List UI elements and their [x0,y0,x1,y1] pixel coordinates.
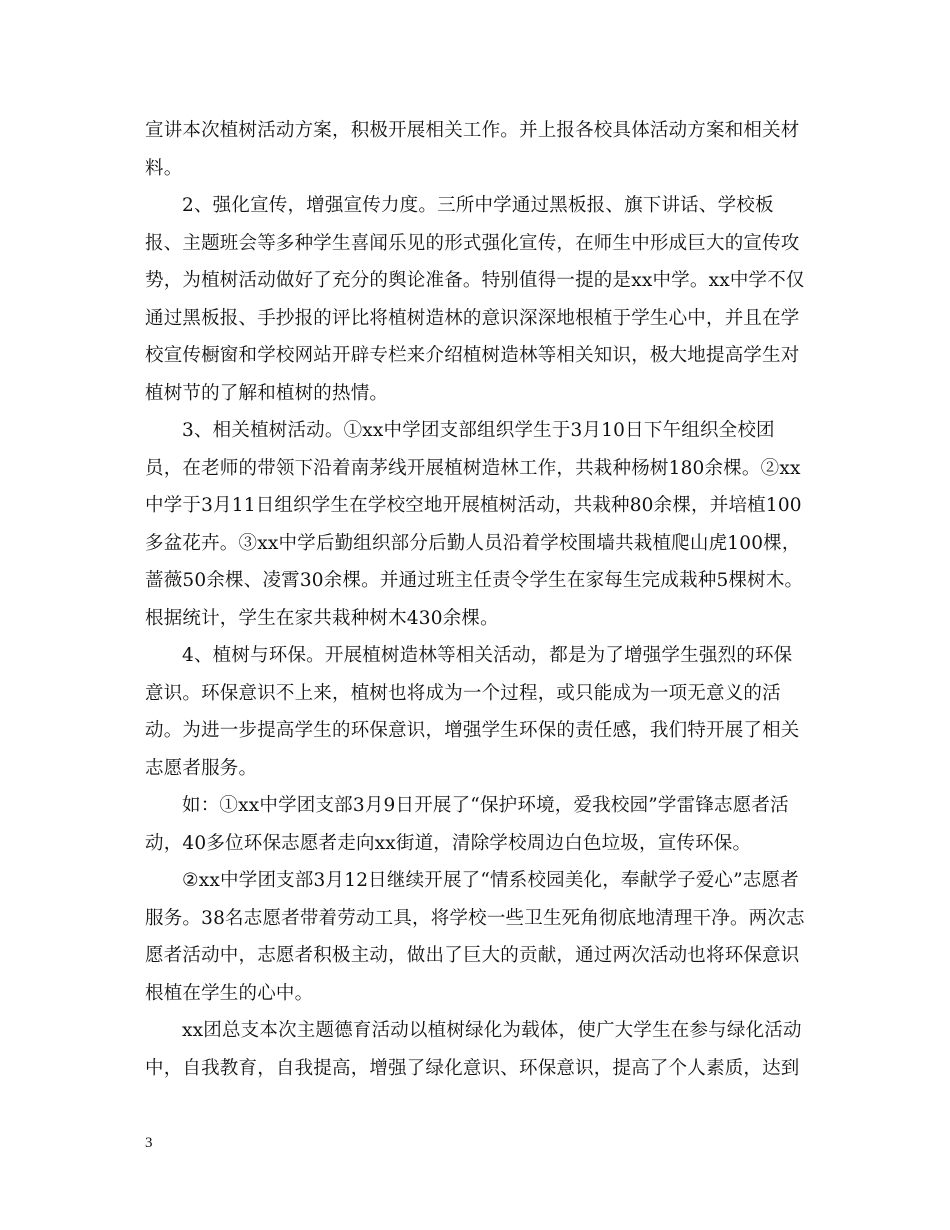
paragraph-environmental-protection: 4、植树与环保。开展植树造林等相关活动，都是为了增强学生强烈的环保意识。环保意识不上来，植树也将成为一个过程，或只能成为一项无意义的活动。为进一步提高学生的环保意识，增强学生环保的责任感，我们特开展了相关志愿者服务。 [145,645,800,779]
page-number: 3 [145,1135,153,1151]
paragraph-intro-continued: 宣讲本次植树活动方案，积极开展相关工作。并上报各校具体活动方案和相关材料。 [145,120,800,179]
paragraph-summary: xx团总支本次主题德育活动以植树绿化为载体，使广大学生在参与绿化活动中，自我教育，自我提高，增强了绿化意识、环保意识，提高了个人素质，达到 [145,1020,802,1079]
paragraph-publicity: 2、强化宣传，增强宣传力度。三所中学通过黑板报、旗下讲话、学校板报、主题班会等多种学生喜闻乐见的形式强化宣传，在师生中形成巨大的宣传攻势，为植树活动做好了充分的舆论准备。特别值得一提的是xx中学。xx中学不仅通过黑板报、手抄报的评比将植树造林的意识深深地根植于学生心中，并且在学校宣传橱窗和学校网站开辟专栏来介绍植树造林等相关知识，极大地提高学生对植树节的了解和植树的热情。 [145,195,805,404]
paragraph-tree-planting-activities: 3、相关植树活动。①xx中学团支部组织学生于3月10日下午组织全校团员，在老师的带领下沿着南茅线开展植树造林工作，共栽种杨树180余棵。②xx中学于3月11日组织学生在学校空地开展植树活动，共栽种80余棵，并培植100多盆花卉。③xx中学后勤组织部分后勤人员沿着学校围墙共栽植爬山虎100棵，蔷薇50余棵、凌霄30余棵。并通过班主任责令学生在家每生完成栽种5棵树木。根据统计，学生在家共栽种树木430余棵。 [145,420,804,629]
paragraph-volunteer-activity-1: 如：①xx中学团支部3月9日开展了“保护环境，爱我校园”学雷锋志愿者活动，40多位环保志愿者走向xx街道，清除学校周边白色垃圾，宣传环保。 [145,795,789,854]
paragraph-volunteer-activity-2: ②xx中学团支部3月12日继续开展了“情系校园美化，奉献学子爱心”志愿者服务。38名志愿者带着劳动工具，将学校一些卫生死角彻底地清理干净。两次志愿者活动中，志愿者积极主动，做出了巨大的贡献，通过两次活动也将环保意识根植在学生的心中。 [145,870,805,1004]
document-body [145,112,805,1087]
